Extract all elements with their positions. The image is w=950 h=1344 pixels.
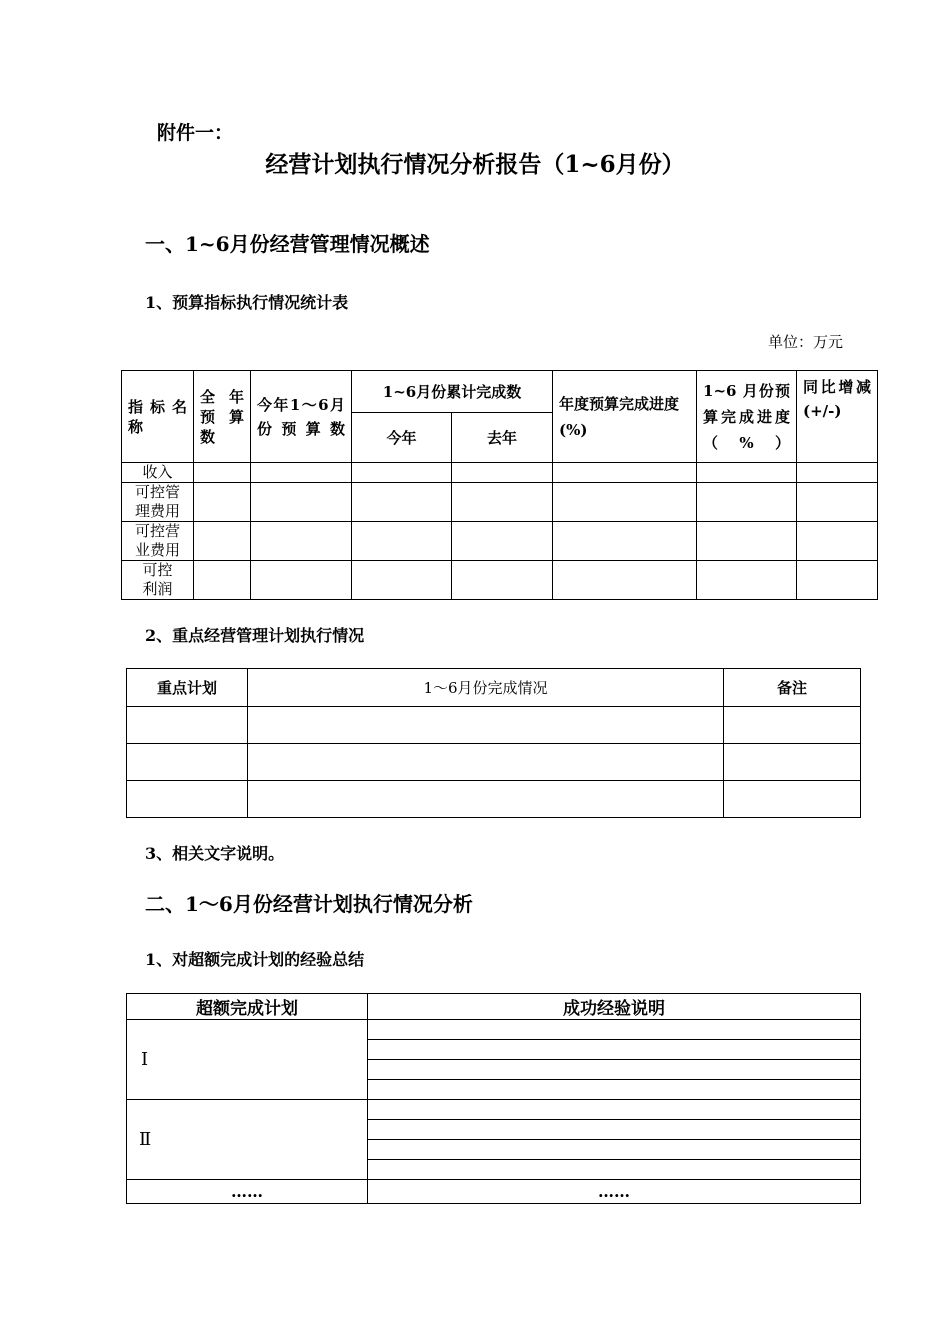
header-indicator: 指标名称 (122, 371, 194, 463)
header-completion: 1〜6月份完成情况 (248, 669, 724, 707)
section1-sub1: 1、预算指标执行情况统计表 (145, 293, 349, 312)
ellipsis-right: …… (368, 1180, 861, 1204)
unit-label: 单位：万元 (768, 333, 844, 351)
section2-sub1: 1、对超额完成计划的经验总结 (145, 950, 365, 969)
table-row (127, 1100, 861, 1120)
table-row (127, 1180, 861, 1204)
attachment-label: 附件一： (157, 122, 234, 144)
header-h1-progress: 1~6 月份预算完成进度（%） (697, 371, 797, 463)
section2-heading: 二、1〜6月份经营计划执行情况分析 (145, 892, 473, 916)
row-label: 收入 (122, 463, 194, 483)
header-remark: 备注 (724, 669, 861, 707)
table-row (122, 463, 878, 483)
experience-table (126, 993, 861, 1204)
table-row (127, 744, 861, 781)
table-row (127, 781, 861, 818)
table-row (122, 522, 878, 561)
header-yoy: 同比增减 (+/-) (797, 371, 878, 463)
header-last-year: 去年 (452, 413, 553, 463)
row-label: 可控利润 (122, 561, 194, 600)
header-this-year: 今年 (352, 413, 452, 463)
header-experience: 成功经验说明 (368, 994, 861, 1020)
table-row (127, 707, 861, 744)
table-row (122, 561, 878, 600)
ellipsis-left: …… (127, 1180, 368, 1204)
row-label: 可控管理费用 (122, 483, 194, 522)
budget-table (121, 370, 878, 600)
section1-heading: 一、1~6月份经营管理情况概述 (145, 232, 430, 256)
section1-sub2: 2、重点经营管理计划执行情况 (145, 626, 365, 645)
header-key-plan: 重点计划 (127, 669, 248, 707)
row-label: 可控营业费用 (122, 522, 194, 561)
section1-sub3: 3、相关文字说明。 (145, 844, 285, 863)
header-annual-progress: 年度预算完成进度(%) (553, 371, 697, 463)
header-cumulative: 1~6月份累计完成数 (352, 371, 553, 413)
table-row (127, 1020, 861, 1040)
page-title: 经营计划执行情况分析报告（1~6月份） (265, 151, 685, 178)
header-over-plan: 超额完成计划 (127, 994, 368, 1020)
group-label: Ⅱ (127, 1100, 368, 1180)
table-row (122, 483, 878, 522)
header-this-year-budget: 今年1〜6月份预算数 (251, 371, 352, 463)
key-plan-table (126, 668, 861, 818)
group-label: Ⅰ (127, 1020, 368, 1100)
header-annual-budget: 全年预算数 (194, 371, 251, 463)
